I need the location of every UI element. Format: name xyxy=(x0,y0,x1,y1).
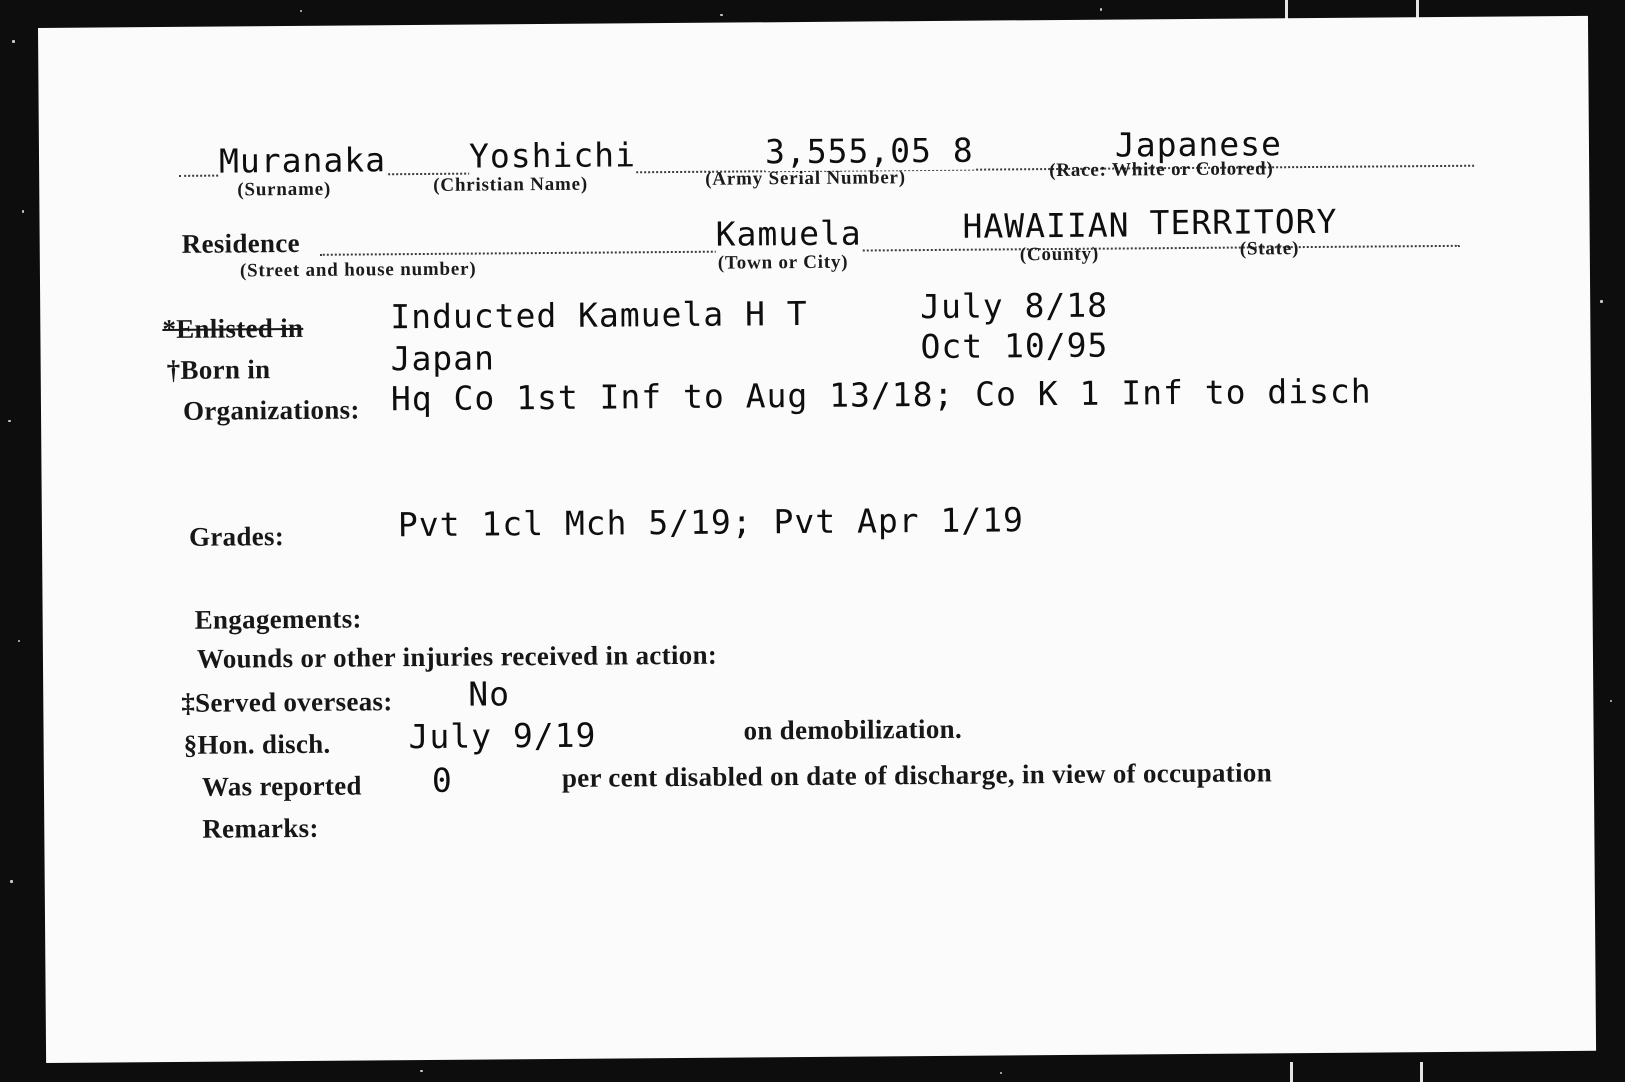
scan-speck xyxy=(10,880,13,883)
street-caption: (Street and house number) xyxy=(239,258,477,282)
scan-edge-line xyxy=(1420,1062,1423,1082)
serial-number-caption: (Army Serial Number) xyxy=(705,167,906,190)
residence-label: Residence xyxy=(181,227,301,259)
organizations-value: Hq Co 1st Inf to Aug 13/18; Co K 1 Inf to disch xyxy=(390,371,1372,419)
enlisted-label: *Enlisted in xyxy=(162,312,304,345)
scan-speck xyxy=(720,14,723,16)
organizations-label: Organizations: xyxy=(182,394,360,426)
grades-value: Pvt 1cl Mch 5/19; Pvt Apr 1/19 xyxy=(397,500,1025,545)
scan-speck xyxy=(12,40,15,43)
service-record-card xyxy=(38,16,1596,1063)
state-value: TERRITORY xyxy=(1149,201,1338,243)
wounds-label: Wounds or other injuries received in action: xyxy=(196,639,718,674)
born-date: Oct 10/95 xyxy=(920,325,1109,367)
reported-label: Was reported xyxy=(201,770,362,802)
reported-note: per cent disabled on date of discharge, in view of occupation xyxy=(561,757,1273,793)
race-value: Japanese xyxy=(1114,124,1283,165)
county-value: HAWAIIAN xyxy=(962,205,1130,246)
scan-speck xyxy=(8,420,11,422)
reported-value: 0 xyxy=(431,760,453,800)
christian-name-value: Yoshichi xyxy=(468,135,637,176)
christian-name-caption: (Christian Name) xyxy=(433,173,589,196)
scan-speck xyxy=(1000,1072,1002,1074)
county-caption: (County) xyxy=(1019,243,1100,266)
scan-edge-line xyxy=(1290,1062,1293,1082)
enlisted-value: Inducted Kamuela H T xyxy=(390,293,808,337)
town-caption: (Town or City) xyxy=(717,251,849,274)
surname-caption: (Surname) xyxy=(237,178,332,201)
engagements-label: Engagements: xyxy=(194,603,362,635)
scan-speck xyxy=(18,640,20,642)
scan-speck xyxy=(300,10,302,12)
discharge-label: §Hon. disch. xyxy=(183,728,331,760)
remarks-label: Remarks: xyxy=(202,812,319,844)
born-value: Japan xyxy=(390,338,496,379)
overseas-value: No xyxy=(468,674,511,714)
scan-speck xyxy=(22,210,24,213)
overseas-label: ‡Served overseas: xyxy=(181,686,393,718)
state-caption: (State) xyxy=(1239,238,1300,260)
discharge-note: on demobilization. xyxy=(743,713,963,746)
scan-speck xyxy=(1610,700,1612,702)
born-label: †Born in xyxy=(166,354,271,385)
scan-speck xyxy=(1600,300,1603,303)
enlisted-date: July 8/18 xyxy=(920,285,1109,327)
scan-speck xyxy=(1100,8,1102,11)
scan-speck xyxy=(420,1070,423,1072)
race-caption: (Race: White or Colored) xyxy=(1049,158,1274,182)
serial-number-value: 3,555,05 8 xyxy=(764,130,974,172)
surname-value: Muranaka xyxy=(218,140,387,181)
discharge-date: July 9/19 xyxy=(408,715,597,757)
town-value: Kamuela xyxy=(715,213,862,254)
grades-label: Grades: xyxy=(188,521,285,552)
